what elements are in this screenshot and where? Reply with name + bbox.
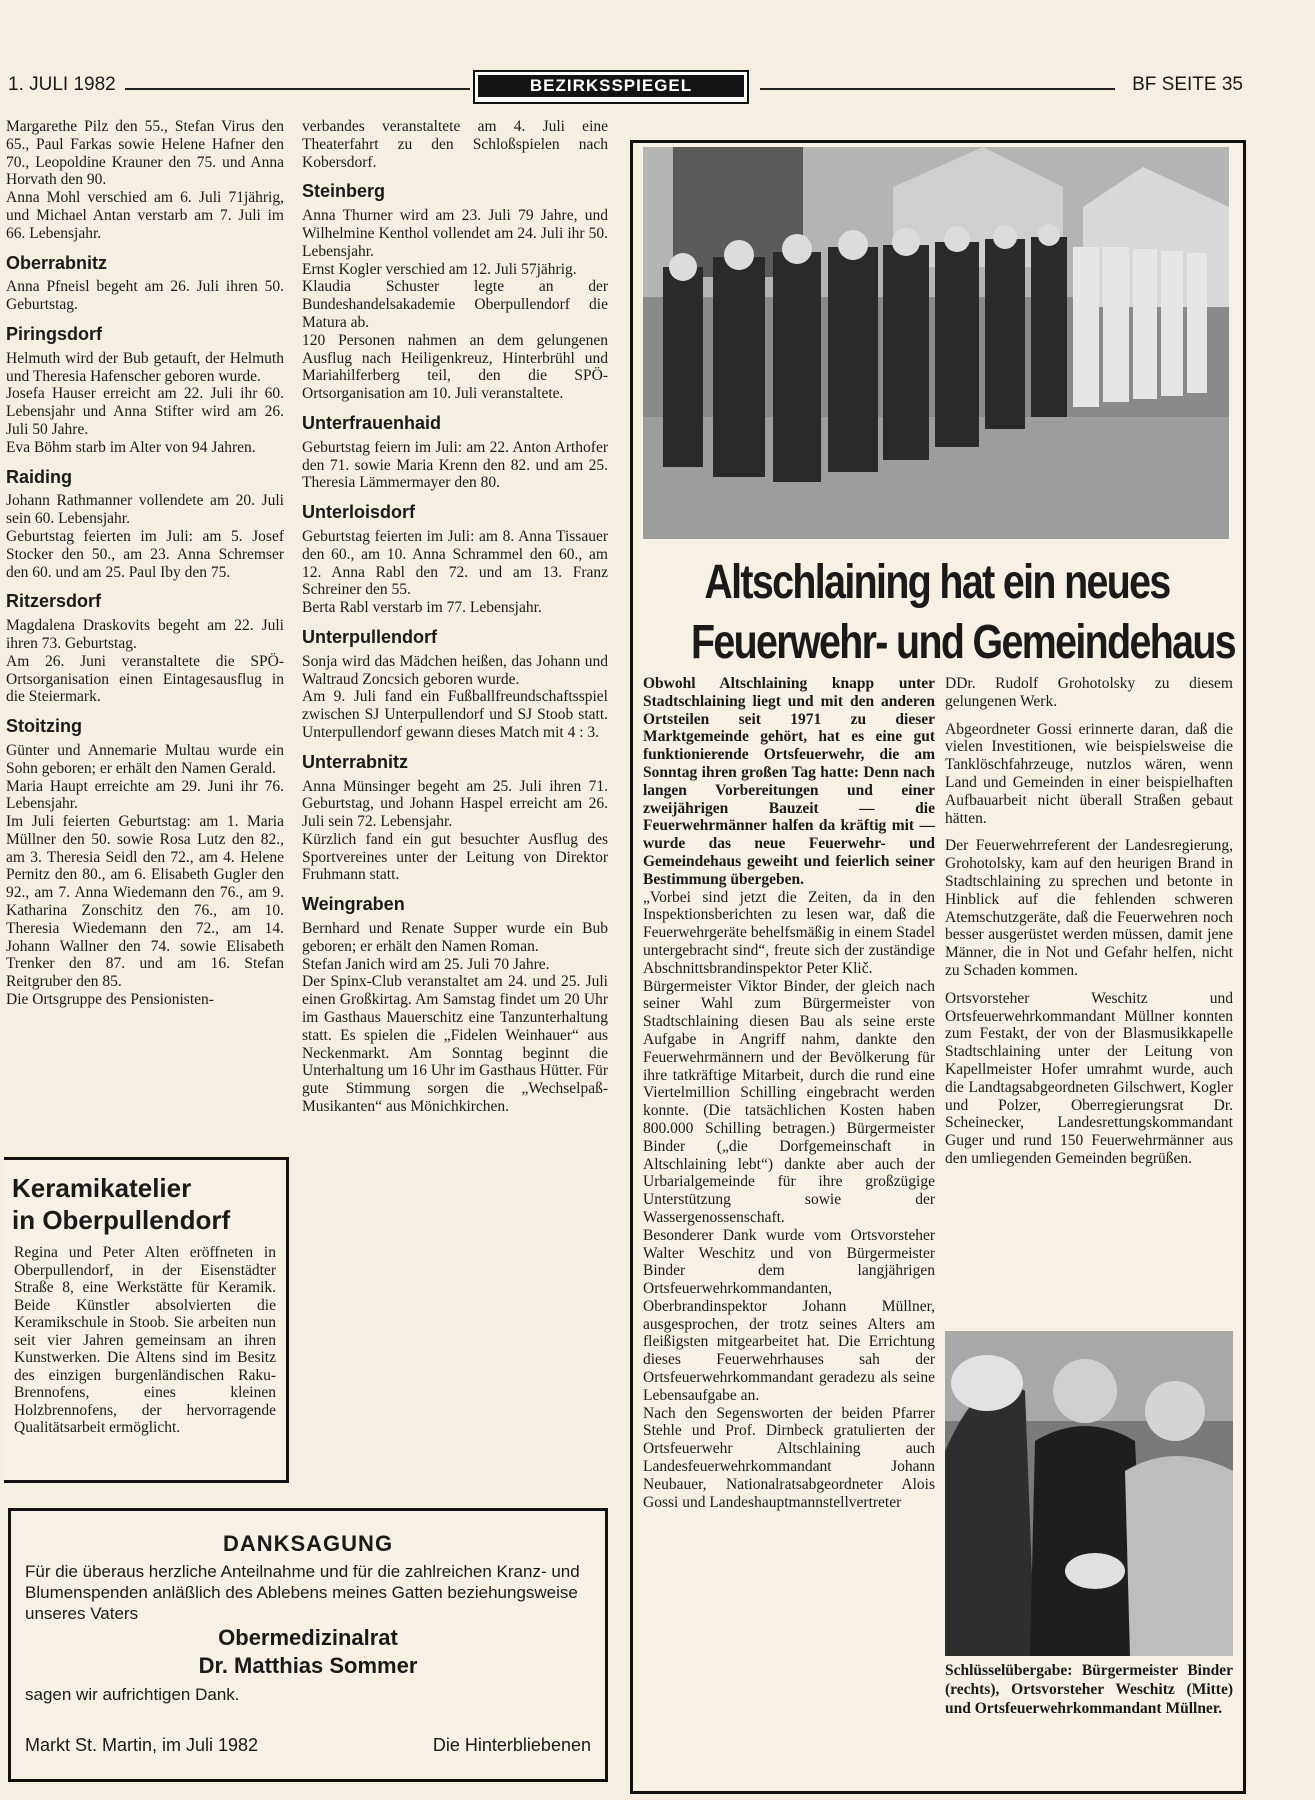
headline-line-2: Feuerwehr- und Gemeindehaus (691, 616, 1236, 669)
photo-key-handover (945, 1331, 1233, 1656)
paragraph: Im Juli feierten Geburtstag: am 1. Maria Müllner den 50. sowie Rosa Lutz den 82., am 3. Theresia Seidl den 72., am 4. Helene Pernitz den 80., am 6. Elisabeth Gugler den 92., am 7. Anna Wiedemann den 76., am 9. Katharina Zonschitz den 76., am 10. Theresia Wiedemann den 72., am 14. Johann Wallner den 74. sowie Elisabeth Trenker den 87. und am 16. Stefan Reitgruber den 85. (6, 813, 284, 991)
paragraph: Josefa Hauser erreicht am 22. Juli ihr 60. Lebensjahr und Anna Stifter wird am 26. Juli 50 Jahre. (6, 385, 284, 438)
news-block (302, 751, 608, 885)
place-heading: Unterloisdorf (302, 502, 416, 523)
main-article (630, 140, 1246, 1794)
paragraph: 120 Personen nahmen an dem gelungenen Ausflug nach Heiligenkreuz, Hinterbrühl und Mariahilferberg teil, den die SPÖ-Ortsorganisation am 10. Juli veranstaltete. (302, 331, 608, 403)
paragraph: Bernhard und Renate Supper wurde ein Bub geboren; er erhält den Namen Roman. (302, 920, 608, 955)
news-block (302, 896, 608, 1116)
place-heading: Ritzersdorf (6, 591, 102, 612)
photo-firefighters (643, 147, 1229, 539)
paragraph: DDr. Rudolf Grohotolsky zu diesem gelungenen Werk. (945, 675, 1233, 710)
paragraph: Helmuth wird der Bub getauft, der Helmuth und Theresia Hafenscher geboren wurde. (6, 349, 284, 385)
place-heading: Steinberg (302, 181, 386, 202)
paragraph: Der Feuerwehrreferent der Landesregierung, Grohotolsky, kam auf den heurigen Brand in Stadtschlaining zu sprechen und betonte in Hinblick auf die fehlenden schweren Atemschutzgeräte, daß die Feuerwehren noch besser ausgerüstet werden müssen, damit jene Männer, die in Not und Gefahr helfen, nicht zu Schaden kommen. (945, 837, 1233, 979)
paragraph: Anna Mohl verschied am 6. Juli 71jährig, und Michael Antan verstarb am 7. Juli im 66. Lebensjahr. (6, 189, 284, 242)
paragraph: Abgeordneter Gossi erinnerte daran, daß die vielen Investitionen, wie beispielsweise die Tanklöschfahrzeuge, nutzlos wären, wenn Land und Gemeinden in einer beispielhaften Aufbauarbeit nicht überall Straßen gebaut hätten. (945, 720, 1233, 827)
paragraph: Der Spinx-Club veranstaltet am 24. und 25. Juli einen Großkirtag. Am Samstag findet um 20 Uhr im Gasthaus Mauerschitz eine Tanzunterhaltung statt. Es spielen die „Fidelen Weinhauer“ aus Neckenmarkt. Am Sonntag beginnt die Unterhaltung um 16 Uhr im Gasthaus Hütter. Für gute Stimmung sorgen die „Wechselpaß-Musikanten“ aus Mönichkirchen. (302, 973, 608, 1116)
news-block (302, 504, 608, 617)
paragraph: Stefan Janich wird am 25. Juli 70 Jahre. (302, 955, 550, 973)
notice-title: DANKSAGUNG (222, 1531, 394, 1556)
danksagung-notice (8, 1508, 608, 1782)
news-block (302, 183, 608, 403)
paragraph: Anna Münsinger begeht am 25. Juli ihren 71. Geburtstag, und Johann Haspel erreicht am 26. Juli sein 72. Lebensjahr. (302, 777, 608, 831)
paragraph: Anna Thurner wird am 23. Juli 79 Jahre, und Wilhelmine Kenthol vollendet am 24. Juli ihr 50. Lebensjahr. (302, 207, 608, 260)
news-block (6, 118, 284, 243)
place-heading: Weingraben (302, 894, 405, 915)
place-heading: Piringsdorf (6, 323, 103, 344)
paragraph: Berta Rabl verstarb im 77. Lebensjahr. (302, 599, 542, 617)
paragraph: Geburtstag feierten im Juli: am 8. Anna Tissauer den 60., am 10. Anna Schrammel den 60., am 12. Anna Rabl den 72. und am 13. Franz Schreiner den 55. (302, 527, 608, 599)
box-text: Regina und Peter Alten eröffneten in Oberpullendorf, in der Eisenstädter Straße 8, eine Werkstätte für Keramik. Beide Künstler absolvierten die Keramikschule in Stoob. Sie arbeiten nun seit vier Jahren gemeinsam an ihren Kunstwerken. Die Altens sind im Besitz des einzigen burgenländischen Raku-Brennofens, eines kleinen Holzbrennofens, der hervorragende Qualitätsarbeit ermöglicht. (14, 1244, 276, 1436)
news-column-1 (6, 118, 284, 1009)
place-heading: Raiding (6, 466, 72, 487)
photo-caption: Schlüsselübergabe: Bürgermeister Binder (rechts), Ortsvorsteher Weschitz (Mitte) und Ortsfeuerwehrkommandant Müllner. (945, 1662, 1233, 1717)
box-title (12, 1172, 286, 1236)
firefighters-photo-graphic (643, 147, 1229, 539)
key-handover-photo-graphic (945, 1331, 1233, 1656)
paragraph: Anna Pfneisl begeht am 26. Juli ihren 50. Geburtstag. (6, 278, 284, 314)
paragraph: Die Ortsgruppe des Pensionisten- (6, 991, 214, 1009)
news-block (6, 252, 284, 314)
header-rule-left (125, 88, 470, 90)
headline-line-1: Altschlaining hat ein neues (704, 556, 1170, 609)
section-title: BEZIRKSSPIEGEL (478, 75, 744, 97)
paragraph: Maria Haupt erreichte am 29. Juni ihr 76. Lebensjahr. (6, 777, 284, 813)
news-block (6, 593, 284, 706)
page-header (0, 70, 1315, 106)
paragraph: Am 26. Juni veranstaltete die SPÖ-Ortsorganisation einen Eintagesausflug in die Steiermark. (6, 652, 284, 706)
place-heading: Oberrabnitz (6, 252, 108, 273)
keramik-box (4, 1157, 289, 1483)
notice-signature-row (25, 1735, 591, 1756)
notice-body: Für die überaus herzliche Anteilnahme und für die zahlreichen Kranz- und Blumenspenden anläßlich des Ablebens meines Gatten beziehungsweise unseres Vaters (25, 1562, 580, 1623)
box-title-line-2: in Oberpullendorf (12, 1205, 231, 1235)
paragraph: Eva Böhm starb im Alter von 94 Jahren. (6, 438, 256, 456)
paragraph: Besonderer Dank wurde vom Ortsvorsteher Walter Weschitz und von Bürgermeister Binder dem langjährigen Ortsfeuerwehrkommandanten, Oberbrandinspektor Johann Müllner, ausgesprochen, der trotz seines Alters am fleißigsten mitgearbeitet hat. Die Errichtung dieses Feuerwehrhauses sah der Ortsfeuerwehrkommandant geradezu als seine Lebensaufgabe an. (643, 1226, 935, 1404)
news-block (6, 466, 284, 582)
box-title-line-1: Keramikatelier (12, 1173, 192, 1203)
place-heading: Unterpullendorf (302, 626, 437, 647)
issue-date: 1. JULI 1982 (8, 74, 116, 95)
paragraph: Bürgermeister Viktor Binder, der gleich nach seiner Wahl zum Bürgermeister von Stadtschlaining diesen Bau als seine erste Aufgabe in Angriff nahm, dankte den Feuerwehrmännern und der Bevölkerung für ihre tatkräftige Mitarbeit, durch die rund eine Viertelmillion Schilling eingebracht werden konnte. (Die tatsächlichen Kosten haben 800.000 Schilling betragen.) Bürgermeister Binder („die Dorfgemeinschaft in Altschlaining lebt“) dankte aber auch der Urbarialgemeinde für ihre großzügige Unterstützung sowie der Wassergenossenschaft. (643, 977, 935, 1226)
paragraph: Ernst Kogler verschied am 12. Juli 57jährig. (302, 260, 577, 278)
paragraph: Kürzlich fand ein gut besuchter Ausflug des Sportvereines unter der Leitung von Direktor Fruhmann statt. (302, 830, 608, 884)
place-heading: Stoitzing (6, 716, 82, 737)
notice-thanks: sagen wir aufrichtigen Dank. (25, 1685, 240, 1704)
article-lead: Obwohl Altschlaining knapp unter Stadtschlaining liegt und mit den anderen Ortsteilen seit 1971 zu dieser Marktgemeinde gehört, hat es eine gut funktionierende Ortsfeuerwehr, die am Sonntag ihren großen Tag hatte: Denn nach langen Vorbereitungen und einer zweijährigen Bauzeit — die Feuerwehrmänner halfen da kräftig mit — wurde das neue Feuerwehr- und Gemeindehaus geweiht und feierlich seiner Bestimmung übergeben. (643, 675, 935, 888)
paragraph: Ortsvorsteher Weschitz und Ortsfeuerwehrkommandant Müllner konnten zum Festakt, der von der Blasmusikkapelle Stadtschlaining unter der Leitung von Kapellmeister Hofer umrahmt wurde, auch die Landtagsabgeordneten Gilschwert, Kogler und Polzer, Oberregierungsrat Dr. Scheinecker, Landesrettungskommandant Guger und rund 150 Feuerwehrmänner aus den umliegenden Gemeinden begrüßen. (945, 989, 1233, 1167)
paragraph: Am 9. Juli fand ein Fußballfreundschaftsspiel zwischen SJ Unterpullendorf und SJ Stoob statt. Unterpullendorf gewann dieses Match mit 4 : 3. (302, 688, 608, 741)
paragraph: Geburtstag feierten im Juli: am 5. Josef Stocker den 50., am 23. Anna Schremser den 60. und am 25. Paul Iby den 75. (6, 527, 284, 581)
header-rule-right (760, 88, 1115, 90)
paragraph: Geburtstag feiern im Juli: am 22. Anton Arthofer den 71. sowie Maria Krenn den 82. und am 25. Theresia Lämmermayer den 80. (302, 438, 608, 492)
paragraph: Johann Rathmanner vollendete am 20. Juli sein 60. Lebensjahr. (6, 492, 284, 528)
paragraph: Günter und Annemarie Multau wurde ein Sohn geboren; er erhält den Namen Gerald. (6, 741, 284, 777)
news-block (6, 718, 284, 1009)
notice-place-date: Markt St. Martin, im Juli 1982 (25, 1735, 259, 1755)
notice-signature: Die Hinterbliebenen (432, 1735, 591, 1755)
deceased-name: Dr. Matthias Sommer (198, 1653, 418, 1678)
paragraph: verbandes veranstaltete am 4. Juli eine Theaterfahrt zu den Schloßspielen nach Kobersdorf. (302, 118, 608, 171)
news-block (302, 626, 608, 742)
news-block (6, 323, 284, 457)
place-heading: Unterrabnitz (302, 751, 409, 772)
news-block (302, 118, 608, 171)
page-number: BF SEITE 35 (1132, 74, 1243, 95)
article-headline (691, 553, 1236, 673)
article-column-b (945, 675, 1233, 1168)
place-heading: Unterfrauenhaid (302, 412, 442, 433)
deceased-title: Obermedizinalrat (218, 1625, 398, 1650)
paragraph: Sonja wird das Mädchen heißen, das Johann und Waltraud Zoncsich geboren wurde. (302, 652, 608, 688)
paragraph: „Vorbei sind jetzt die Zeiten, da in den Inspektionsberichten zu lesen war, daß die Feuerwehrgeräte behelfsmäßig in einem Stadel untergebracht sind“, freute sich der zuständige Abschnittsbrandinspektor Peter Klič. (643, 888, 935, 977)
paragraph: Margarethe Pilz den 55., Stefan Virus den 65., Paul Farkas sowie Helene Hafner den 70., Leopoldine Krauner den 75. und Anna Horvath den 90. (6, 118, 284, 189)
paragraph: Klaudia Schuster legte an der Bundeshandelsakademie Oberpullendorf die Matura ab. (302, 278, 608, 331)
article-column-a (643, 675, 935, 1511)
news-column-2 (302, 118, 608, 1116)
section-label (473, 70, 749, 104)
paragraph: Magdalena Draskovits begeht am 22. Juli ihren 73. Geburtstag. (6, 617, 284, 652)
news-block (302, 412, 608, 492)
paragraph: Nach den Segensworten der beiden Pfarrer Stehle und Prof. Dirnbeck gratulierten der Ortsfeuerwehr Altschlaining auch Landesfeuerwehrkommandant Johann Neubauer, Nationalratsabgeordneter Alois Gossi und Landeshauptmannstellvertreter (643, 1404, 935, 1511)
